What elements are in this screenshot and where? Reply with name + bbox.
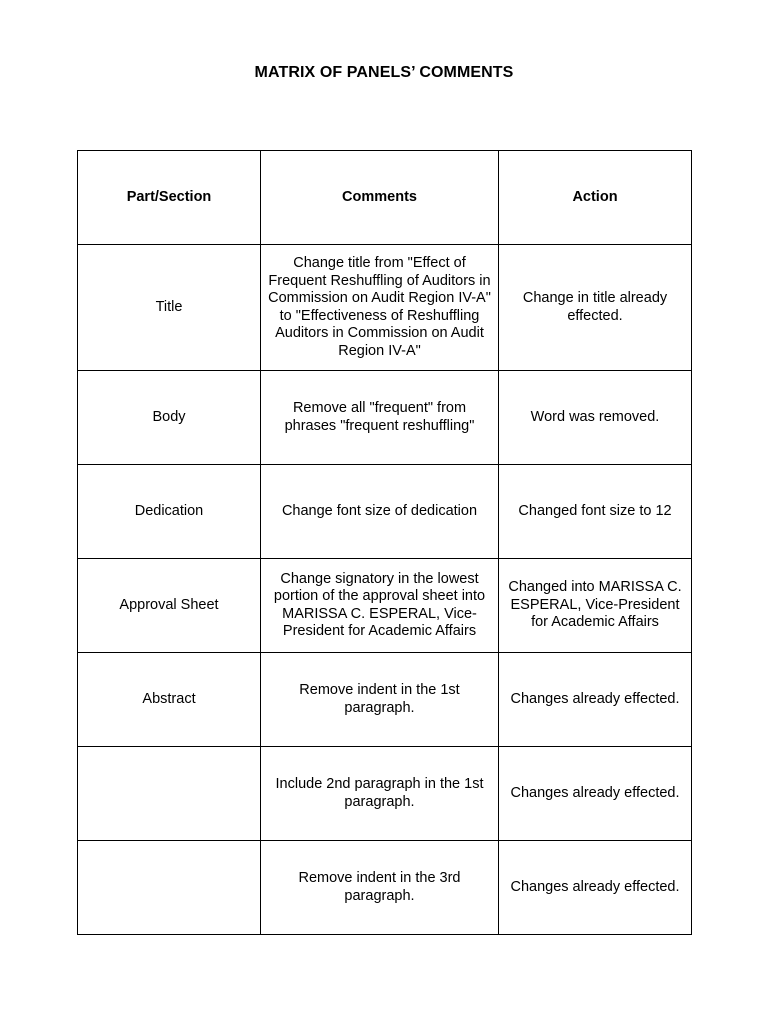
cell-comment: Remove indent in the 1st paragraph. [261,653,499,747]
cell-part [78,841,261,935]
cell-action: Changed into MARISSA C. ESPERAL, Vice-President for Academic Affairs [499,559,692,653]
table-row [78,747,692,841]
cell-part: Approval Sheet [78,559,261,653]
cell-action: Changes already effected. [499,841,692,935]
header-part-section: Part/Section [78,151,261,245]
table-row [78,559,692,653]
cell-part: Dedication [78,465,261,559]
cell-action: Changes already effected. [499,747,692,841]
cell-part [78,747,261,841]
cell-comment: Change title from "Effect of Frequent Reshuffling of Auditors in Commission on Audit Region IV-A" to "Effectiveness of Reshuffling Auditors in Commission on Audit Region IV-A" [261,245,499,371]
table-row [78,245,692,371]
cell-part: Body [78,371,261,465]
cell-comment: Change font size of dedication [261,465,499,559]
table-row [78,653,692,747]
cell-part: Abstract [78,653,261,747]
cell-comment: Remove all "frequent" from phrases "frequent reshuffling" [261,371,499,465]
comments-matrix-table [77,150,692,935]
cell-comment: Remove indent in the 3rd paragraph. [261,841,499,935]
cell-action: Changed font size to 12 [499,465,692,559]
header-action: Action [499,151,692,245]
cell-action: Change in title already effected. [499,245,692,371]
document-title: MATRIX OF PANELS’ COMMENTS [254,64,514,81]
cell-part: Title [78,245,261,371]
cell-comment: Include 2nd paragraph in the 1st paragraph. [261,747,499,841]
table-row [78,465,692,559]
cell-comment: Change signatory in the lowest portion of the approval sheet into MARISSA C. ESPERAL, Vice-President for Academic Affairs [261,559,499,653]
cell-action: Changes already effected. [499,653,692,747]
cell-action: Word was removed. [499,371,692,465]
table-header-row [78,151,692,245]
table-row [78,371,692,465]
header-comments: Comments [261,151,499,245]
table-row [78,841,692,935]
